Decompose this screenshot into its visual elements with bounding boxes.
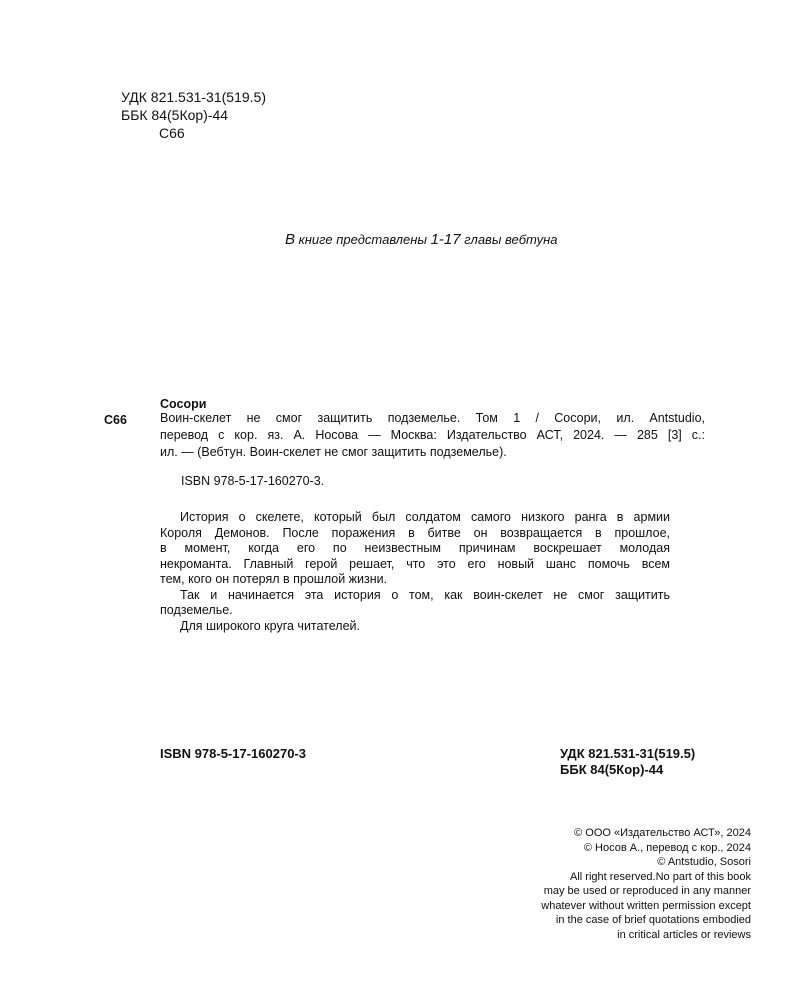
- bib-line: Воин-скелет не смог защитить подземелье. Том 1 / Сосори, ил. Antstudio,: [160, 411, 705, 425]
- top-classification-codes: [121, 88, 266, 142]
- copyright-line: whatever without written permission except: [541, 899, 751, 912]
- note-chapters: 1-17: [430, 231, 461, 248]
- author-name: Сосори: [160, 397, 207, 411]
- note-text-a: книге представлены: [295, 232, 431, 247]
- annotation-line: некроманта. Главный герой решает, что это его новый шанс помочь всем: [160, 556, 670, 571]
- annotation-line: Так и начинается эта история о том, как воин-скелет не смог защитить: [180, 587, 670, 602]
- bottom-bbk: ББК 84(5Кор)-44: [560, 762, 664, 777]
- copyright-line: in the case of brief quotations embodied: [555, 914, 751, 926]
- bibliographic-description: [160, 410, 705, 461]
- bottom-isbn: ISBN 978-5-17-160270-3: [160, 746, 306, 761]
- bib-line: перевод с кор. яз. А. Носова — Москва: Издательство АСТ, 2024. — 285 [3] с.:: [160, 428, 705, 442]
- copyright-line: © Носов А., перевод с кор., 2024: [583, 841, 751, 854]
- copyright-line: © Antstudio, Sosori: [657, 856, 751, 868]
- annotation: [160, 510, 670, 634]
- annotation-line: Короля Демонов. После поражения в битве он возвращается в прошлое,: [160, 525, 670, 540]
- bbk-code: ББК 84(5Кор)-44: [121, 107, 229, 123]
- note-text-b: главы вебтуна: [460, 232, 558, 247]
- annotation-line: Для широкого круга читателей.: [180, 618, 361, 633]
- copyright-line: may be used or reproduced in any manner: [543, 885, 751, 897]
- copyright-block: [541, 826, 751, 942]
- annotation-line: в момент, когда его по неизвестным причинам воскрешает молодая: [160, 541, 670, 555]
- bib-isbn: ISBN 978-5-17-160270-3.: [181, 474, 325, 488]
- author-sign: С66: [159, 125, 185, 141]
- copyright-line: All right reserved.No part of this book: [570, 870, 751, 883]
- bottom-classification-codes: [560, 746, 695, 778]
- note-first-letter: В: [285, 231, 296, 248]
- chapters-note: [285, 231, 557, 248]
- annotation-line: подземелье.: [160, 603, 233, 617]
- udk-code: УДК 821.531-31(519.5): [121, 89, 266, 105]
- copyright-line: © ООО «Издательство АСТ», 2024: [574, 827, 751, 839]
- bottom-udk: УДК 821.531-31(519.5): [560, 746, 696, 761]
- annotation-line: тем, кого он потерял в прошлой жизни.: [160, 572, 388, 586]
- copyright-line: in critical articles or reviews: [617, 928, 751, 941]
- bib-line: ил. — (Вебтун. Воин-скелет не смог защитить подземелье).: [160, 445, 507, 459]
- bib-author-sign: С66: [104, 413, 127, 427]
- annotation-line: История о скелете, который был солдатом самого низкого ранга в армии: [180, 510, 670, 524]
